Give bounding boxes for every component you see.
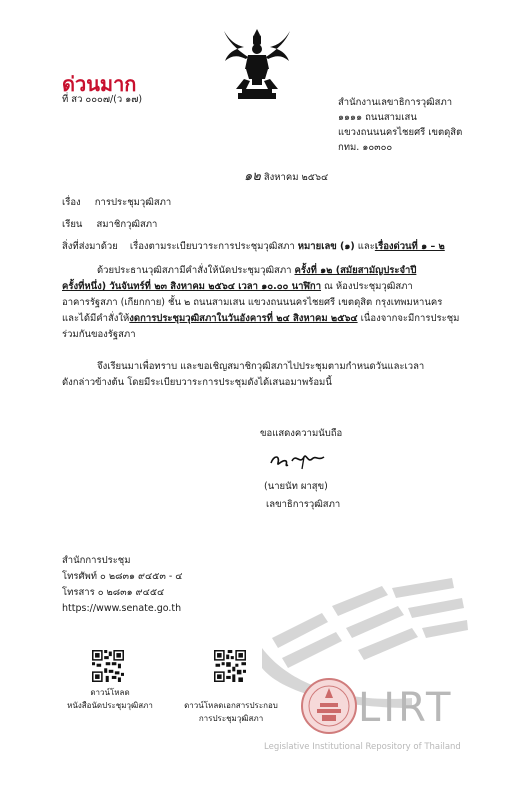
p1-address: อาคารรัฐสภา (เกียกกาย) ชั้น ๒ ถนนสามเสน แขวงถนนนครไชยศรี เขตดุสิต กรุงเทพมหานคร xyxy=(62,297,443,308)
qr-caption-line: การประชุมวุฒิสภา xyxy=(198,714,264,723)
closing-phrase: ขอแสดงความนับถือ xyxy=(260,428,343,439)
recipient-row xyxy=(62,218,157,232)
enclosure-row xyxy=(62,240,445,254)
body-paragraph-2 xyxy=(62,359,482,391)
p2-line-1: จึงเรียนมาเพื่อทราบ และขอเชิญสมาชิกวุฒิสภาไปประชุมตามกำหนดวันและเวลา xyxy=(97,361,425,372)
fax: โทรสาร ๐ ๒๘๓๑ ๙๔๕๔ xyxy=(62,587,165,598)
p1-reason: เนื่องจากจะมีการประชุม xyxy=(357,313,460,324)
urgency-stamp: ด่วนมาก xyxy=(62,72,137,96)
enclosure-urgent-items: เรื่องด่วนที่ ๑ – ๒ xyxy=(374,241,445,252)
website-link[interactable]: https://www.senate.go.th xyxy=(62,603,182,614)
watermark-caption: Legislative Institutional Repository of Thailand xyxy=(264,742,461,752)
recipient-text: สมาชิกวุฒิสภา xyxy=(96,219,158,230)
date-handwritten: ๑๒ xyxy=(244,169,261,184)
p1-session: ครั้งที่ ๑๒ (สมัยสามัญประจำปี xyxy=(294,265,417,276)
qr-caption-invitation xyxy=(60,686,160,712)
signatory-name: (นายนัท ผาสุข) xyxy=(264,481,328,492)
p2-line-2: ดังกล่าวข้างต้น โดยมีระเบียบวาระการประชุมดังได้เสนอมาพร้อมนี้ xyxy=(62,377,332,388)
sender-line: ๑๑๑๑ ถนนสามเสน xyxy=(338,112,417,123)
body-paragraph-1 xyxy=(62,263,482,343)
recipient-label: เรียน xyxy=(62,219,83,230)
document-date xyxy=(244,170,328,185)
subject-row xyxy=(62,196,171,210)
parliament-seal xyxy=(300,677,358,735)
enclosure-number: หมายเลข (๑) xyxy=(297,241,355,252)
p1-reason-end: ร่วมกันของรัฐสภา xyxy=(62,329,136,340)
qr-caption-line: ดาวน์โหลด xyxy=(90,688,130,697)
p1-venue: ณ ห้องประชุมวุฒิสภา xyxy=(321,281,413,292)
p1-meeting-datetime: ครั้งที่หนึ่ง) วันจันทร์ที่ ๒๓ สิงหาคม ๒๕๖๔ เวลา ๑๐.๐๐ นาฬิกา xyxy=(62,281,322,292)
telephone: โทรศัพท์ ๐ ๒๘๓๑ ๙๔๕๓ - ๔ xyxy=(62,571,183,582)
handwritten-signature xyxy=(268,447,328,471)
sender-line: แขวงถนนนครไชยศรี เขตดุสิต xyxy=(338,127,463,138)
p1-cancelled-meeting: งดการประชุมวุฒิสภาในวันอังคารที่ ๒๔ สิงหาคม ๒๕๖๔ xyxy=(129,313,358,324)
signatory-position: เลขาธิการวุฒิสภา xyxy=(266,499,341,510)
qr-caption-line: หนังสือนัดประชุมวุฒิสภา xyxy=(67,701,153,710)
sender-address xyxy=(338,95,462,155)
contact-block xyxy=(62,553,183,617)
reference-number: ที่ สว ๐๐๐๗/(ว ๑๗) xyxy=(62,94,143,105)
qr-code-invitation[interactable] xyxy=(92,650,124,682)
subject-text: การประชุมวุฒิสภา xyxy=(94,197,172,208)
office-name: สำนักการประชุม xyxy=(62,555,131,566)
date-month-year: สิงหาคม ๒๕๖๔ xyxy=(263,172,329,183)
enclosure-text: เรื่องตามระเบียบวาระการประชุมวุฒิสภา xyxy=(129,241,298,252)
qr-caption-line: ดาวน์โหลดเอกสารประกอบ xyxy=(184,701,278,710)
qr-caption-documents xyxy=(176,699,286,725)
qr-code-documents[interactable] xyxy=(214,650,246,682)
garuda-emblem xyxy=(222,27,292,101)
subject-label: เรื่อง xyxy=(62,197,81,208)
p1-text: ด้วยประธานวุฒิสภามีคำสั่งให้นัดประชุมวุฒิสภา xyxy=(97,265,295,276)
enclosure-conjunction: และ xyxy=(354,241,375,252)
sender-line: สำนักงานเลขาธิการวุฒิสภา xyxy=(338,97,453,108)
p1-order: และได้มีคำสั่งให้ xyxy=(62,313,130,324)
sender-line: กทม. ๑๐๓๐๐ xyxy=(338,142,393,153)
watermark-brand: LIRT xyxy=(358,685,454,731)
enclosure-label: สิ่งที่ส่งมาด้วย xyxy=(62,241,118,252)
